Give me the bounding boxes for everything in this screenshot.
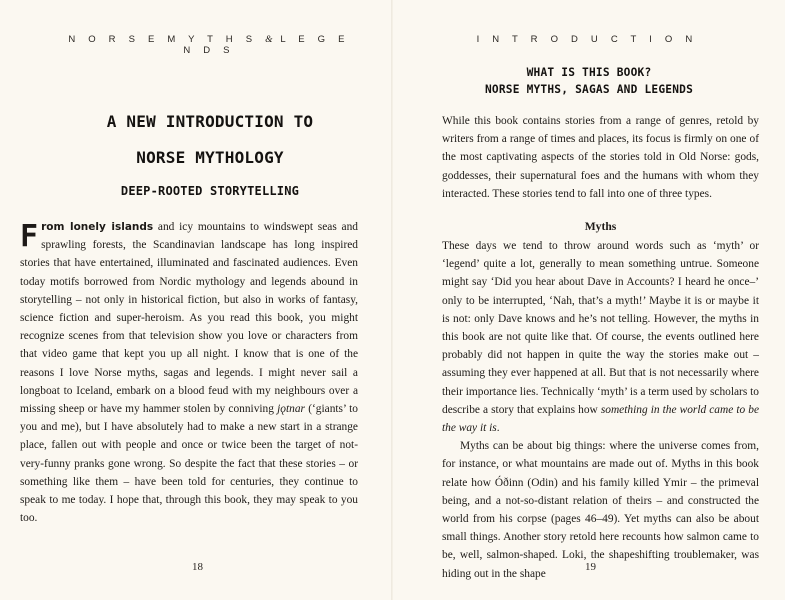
chapter-title-line2: NORSE MYTHOLOGY: [136, 148, 284, 167]
right-title: [439, 64, 739, 98]
running-head-left: [60, 34, 358, 56]
myths-italic: something in the world came to be the way it is: [442, 403, 760, 435]
section-title: DEEP-ROOTED STORYTELLING: [120, 184, 300, 198]
right-title-line1: WHAT IS THIS BOOK?: [526, 66, 652, 79]
second-paragraph: Myths can be about big things: where the universe comes from, for instance, or what mountains are made out of. Myths in this book relate how Óðinn (Odin) and his family killed Ymir – the primeval being, and a not-so-distant relation of theirs – and constructed the world from his corpse (pages 46–49). Yet myths can also be about small things. Another story retold here recounts how salmon came to be, well, salmon-shaped. Loki, the shapeshifting troublemaker, was hiding out in the shape: [442, 440, 759, 580]
drop-cap: F: [20, 219, 39, 254]
chapter-title-line1: A NEW INTRODUCTION TO: [106, 112, 314, 131]
italic-term: jǫtnar: [277, 403, 305, 416]
right-title-line2: NORSE MYTHS, SAGAS AND LEGENDS: [484, 83, 694, 96]
lead-in: rom lonely islands: [41, 221, 154, 233]
myths-text-2: .: [496, 422, 500, 435]
opening-paragraph: [20, 218, 358, 527]
chapter-title: [60, 104, 360, 176]
paragraph-text-2: (‘giants’ to you and me), but I have absolutely had to make a new start in a strange place, fallen out with people and once or twice been the target of not-very-funny pranks gone wrong. So despite the fact that these stories – or something like them – have been told for centuries, they continue to speak to me today. I hope that, through this book, they may speak to you too.: [20, 403, 358, 525]
running-head-left-part2: L E G E N D S: [183, 34, 350, 56]
right-body-text: [442, 112, 759, 583]
right-page: [393, 0, 785, 600]
paragraph-text-1: and icy mountains to windswept seas and sprawling forests, the Scandinavian landscape has long inspired stories that have entertained, illuminated and fascinated audiences. Even today motifs borrowed from Nordic mythology and legends abound in storytelling – not only in historical fiction, but also in works of fantasy, science fiction and super-heroism. As you read this book, you might recognize scenes from that television show you love or characters from that video game that kept you up all night. I know that is one of the reasons I love Norse myths, sagas and legends. I might never sail a longboat to Iceland, embark on a blood feud with my neighbours over a missing sheep or have my hammer stolen by conniving: [20, 221, 358, 416]
left-page: [0, 0, 392, 600]
subheading-myths: Myths: [584, 220, 617, 234]
myths-text-1: These days we tend to throw around words such as ‘myth’ or ‘legend’ quite a lot, generally to mean something untrue. Someone might say ‘Did you hear about Dave in Accounts? I heard he once–’ only to be interrupted, ‘Nah, that’s a myth!’ Maybe it is or maybe it is not: only Dave knows and he’s not telling. However, the myths in this book are not quite like that. Of course, the events outlined here probably did not happen in quite the way the stories make out – assuming they ever happened at all. But that is not necessarily where their importance lies. Technically ‘myth’ is a term used by scholars to describe a story that explains how: [442, 240, 759, 416]
left-body-text: [20, 218, 358, 527]
running-head-right: I N T R O D U C T I O N: [476, 34, 698, 45]
running-head-ampersand: &: [265, 35, 273, 45]
running-head-left-part1: N O R S E M Y T H S: [68, 34, 258, 45]
page-number-left: 18: [192, 561, 203, 573]
myths-paragraph: [442, 237, 759, 437]
page-number-right: 19: [585, 561, 596, 573]
intro-paragraph: While this book contains stories from a range of genres, retold by writers from a range of times and places, its focus is firmly on one of the most captivating aspects of the stories told in Old Norse: gods, goddesses, their supernatural foes and the humans with whom they interacted. These stories tend to fall into one of three types.: [442, 115, 759, 200]
